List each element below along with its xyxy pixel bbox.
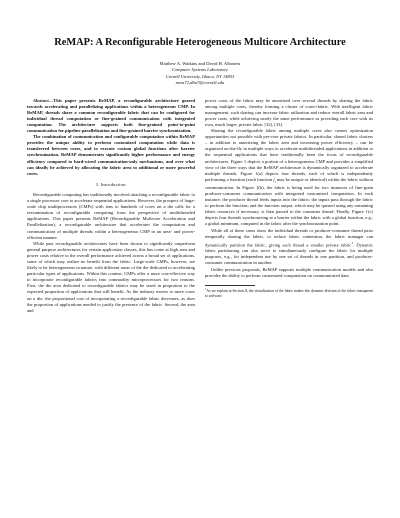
paper-title: ReMAP: A Reconfigurable Heterogeneous Multicore Architecture — [54, 37, 346, 48]
right-paragraph-4: Unlike previous proposals, ReMAP supports multiple communication models and also provides the ability to perform customized computation on communicated data. — [205, 266, 373, 278]
right-paragraph-2 — [205, 128, 373, 227]
section-heading-introduction: I. Introduction — [96, 181, 126, 187]
left-column — [27, 98, 195, 314]
abstract-text-1: —This paper presents ReMAP, a reconfigurable architecture geared towards accelerating and parallelizing applications within a heterogeneous CMP. In ReMAP, threads share a common reconfigurable fabric that can be configured for individual thread computation or fine-grained communication with integrated computation. The architecture supports both fine-grained point-to-point communication for pipeline parallelization and fine-grained barrier synchronization. — [27, 97, 195, 134]
right-paragraph-3 — [205, 228, 373, 267]
author-names: Matthew A. Watkins and David H. Albonesi — [159, 61, 241, 66]
footnote — [205, 288, 373, 298]
footnote-number: 1 — [205, 287, 207, 291]
affiliation-lab: Computer Systems Laboratory — [171, 67, 229, 73]
function-symbol: f — [273, 176, 275, 182]
footnote-marker: 1 — [351, 240, 354, 245]
affiliation-university: Cornell University, Ithaca, NY 14853 — [165, 73, 235, 79]
right-paragraph-3-continued: . Dynamic fabric partitioning can also serve to simultaneously configure the fabric for multiple purposes, e.g., for independent use by one set of threads in one partition, and producer-consumer communication in another. — [205, 242, 373, 266]
abstract-paragraph-2: The combination of communication and configurable computation within ReMAP provides the unique ability to perform customized computation while data is transferred between cores, and to execute custom global functions after barrier synchronization. ReMAP demonstrates significantly higher performance and energy efficiency compared to hard-wired communication-only mechanisms, and over what can ideally be achieved by allocating the fabric area to additional or more powerful cores. — [27, 134, 195, 176]
right-column — [205, 98, 373, 314]
footnote-rule — [205, 285, 255, 286]
two-column-body — [27, 98, 373, 314]
abstract-label: Abstract — [33, 97, 49, 103]
right-paragraph-2-continued: may be unique or identical) within the fabric without communication. In Figure 1(b), the fabric is being used for two instances of fine-grain producer-consumer communication with integrated customized computation. In each instance, the producer thread feeds inputs into the fabric; the inputs pass through the fabric to perform the function; and the function output, which may be queued using any remaining fabric resources if necessary, is then passed to the consumer thread. Finally, Figure 1(c) depicts four threads synchronizing at a barrier within the fabric with a global function, e.g., a global minimum, computed in the fabric after the synchronization point. — [205, 176, 373, 227]
abstract-paragraph-1 — [27, 98, 195, 135]
right-paragraph-2-text: Sharing the reconfigurable fabric among multiple cores also creates optimization opportunities not possible with per-core private fabrics. In particular, shared fabric clusters – in addition to amortizing the fabric area and increasing power efficiency – can be organized on-the-fly in multiple ways to accelerate multithreaded applications in addition to the sequential applications that have traditionally been the focus of reconfigurable architectures. Figure 1 depicts a portion of a heterogeneous CMP and provides a simplified view of the three ways that the ReMAP architecture is dynamically organized to accelerate multiple threads. Figure 1(a) depicts four threads, each of which is independently performing a function (each function — [205, 128, 373, 182]
footnote-text: As we explain in Section II, the virtualization of the fabric makes this dynamic division of the fabric transparent to software. — [205, 289, 373, 298]
function-subscript: i — [274, 179, 276, 184]
right-paragraph-3-text: While all of these cases show the individual threads or producer-consumer thread pairs temporally sharing the fabric, to reduce fabric contention, the fabric manager can dynamically partition the fabric, giving each thread a smaller private fabric — [205, 227, 373, 248]
right-paragraph-1: power costs of the fabric may be amortized over several threads by sharing the fabric among multiple cores, thereby forming a cluster of cores+fabric. With intelligent fabric management, such sharing can increase fabric utilization and reduce overall fabric area and power costs, while achieving nearly the same performance as providing each core with its own, much larger, private fabric [32], [33]. — [205, 97, 373, 127]
intro-paragraph-1: Reconfigurable computing has traditionally involved attaching a reconfigurable fabric to a single processor core to accelerate sequential applications. However, the prospect of large-scale chip multiprocessors (CMPs) with tens to hundreds of cores on a die calls for a reexamination of reconfigurable computing from the perspective of multithreaded applications. This paper presents ReMAP (Reconfigurable Multicore Acceleration and Parallelization), a reconfigurable architecture that accelerates the computation and communication of multiple threads within a heterogeneous CMP in an area- and power-efficient manner. — [27, 191, 195, 240]
intro-paragraph-2: While past reconfigurable architectures have been shown to significantly outperform general purpose architectures for certain application classes, this has come at high area and power costs relative to the overall performance achieved across a broad set of applications, some of which may realize no benefit from the fabric. Large-scale CMPs, however, are likely to be heterogeneous in nature, with different areas of the die dedicated to accelerating particular types of applications. Within this context, CMPs offer a more cost-effective way to incorporate reconfigurable fabrics into commodity microprocessors for two reasons. First, the die area dedicated to reconfigurable fabrics may be sized in proportion to the expected proportion of applications that will benefit. As the industry moves to more cores on a die, the proportional cost of incorporating a reconfigurable fabric decreases, as does the proportion of applications needed to justify the presence of the fabric. Second, the area and — [27, 240, 195, 313]
author-block — [27, 61, 373, 87]
author-email: mwa72,dha7@cornell.edu — [175, 80, 225, 86]
